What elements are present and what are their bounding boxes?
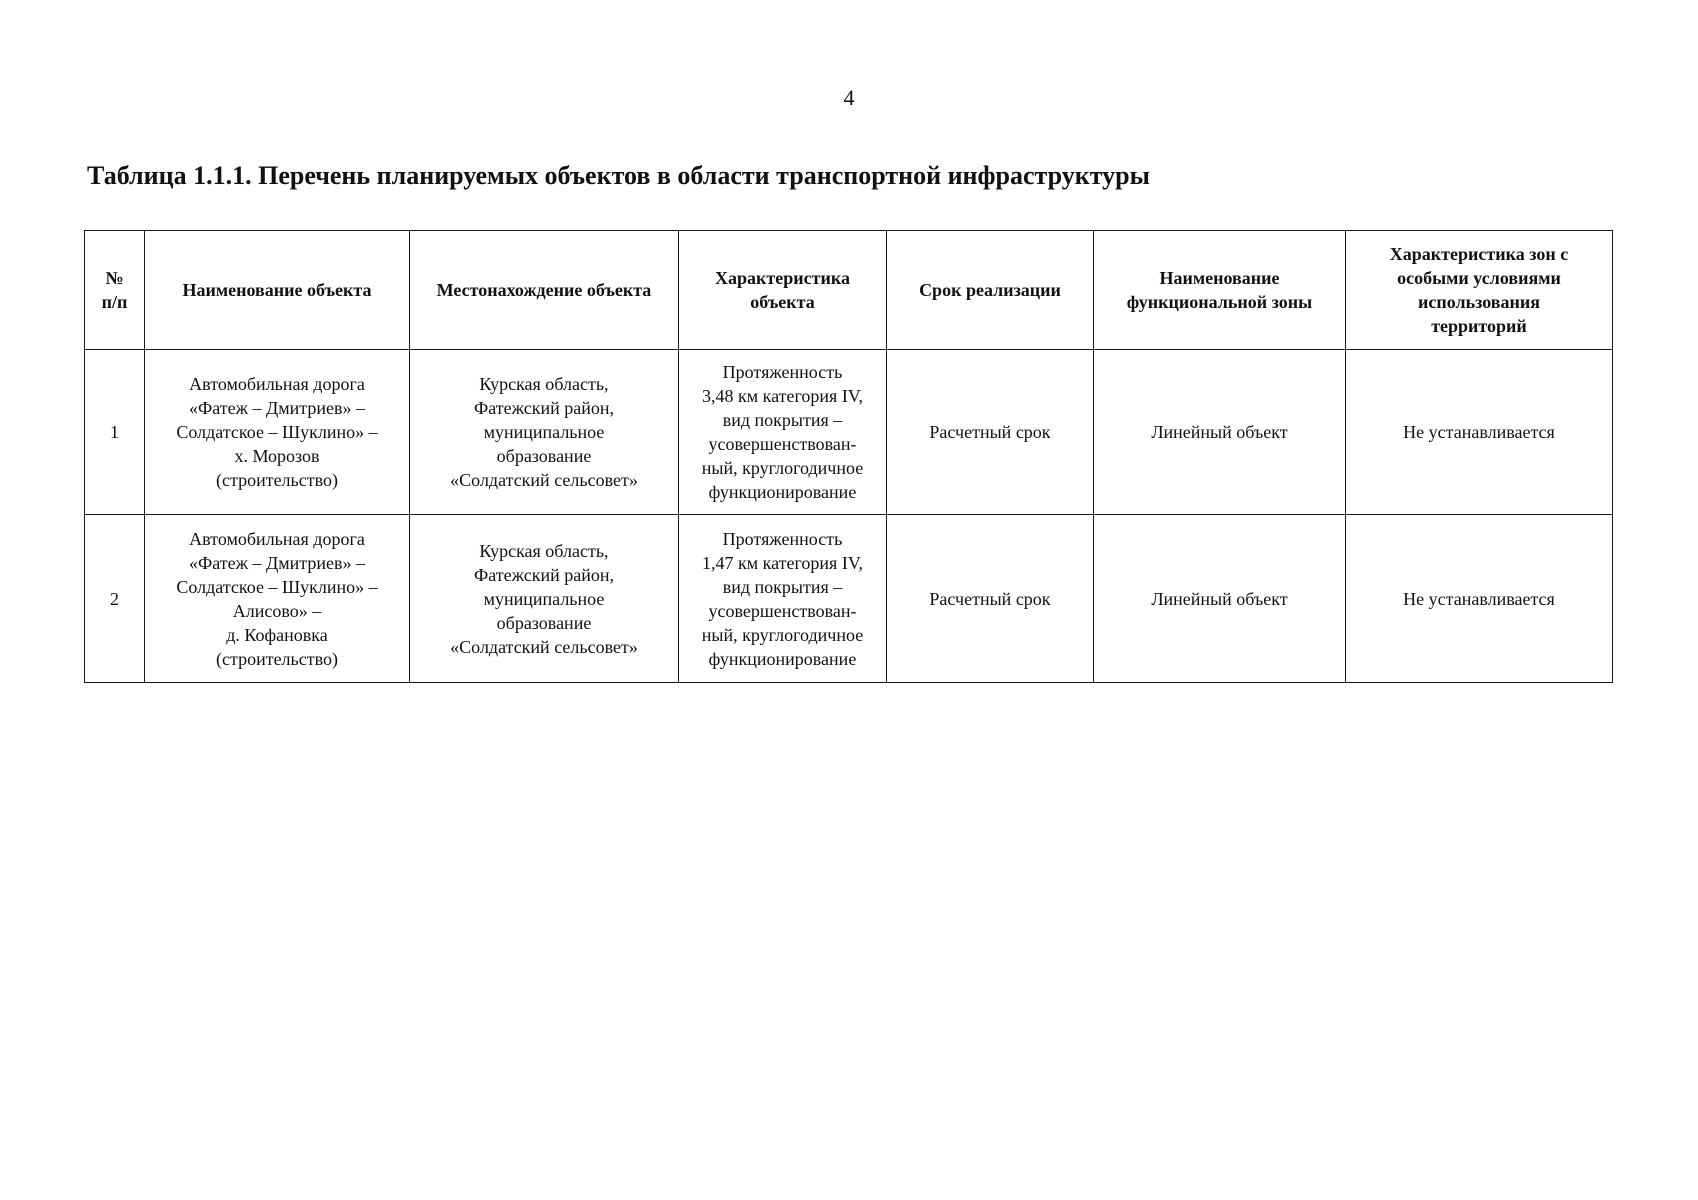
header-number: № п/п [85, 231, 145, 350]
table-title: Таблица 1.1.1. Перечень планируемых объектов в области транспортной инфраструктуры [87, 161, 1150, 190]
header-object-name: Наименование объекта [145, 231, 410, 350]
cell-functional-zone: Линейный объект [1094, 515, 1346, 683]
header-special-zones: Характеристика зон с особыми условиями использования территорий [1346, 231, 1613, 350]
cell-special-zones: Не устанавливается [1346, 350, 1613, 515]
cell-special-zones: Не устанавливается [1346, 515, 1613, 683]
cell-number: 2 [85, 515, 145, 683]
cell-object-location: Курская область, Фатежский район, муниципальное образование «Солдатский сельсовет» [410, 515, 679, 683]
cell-implementation-period: Расчетный срок [887, 515, 1094, 683]
table-row [85, 350, 1613, 515]
header-functional-zone: Наименование функциональной зоны [1094, 231, 1346, 350]
cell-number: 1 [85, 350, 145, 515]
cell-functional-zone: Линейный объект [1094, 350, 1346, 515]
header-object-characteristics: Характеристика объекта [679, 231, 887, 350]
table-row [85, 515, 1613, 683]
cell-object-characteristics: Протяженность 3,48 км категория IV, вид покрытия – усовершенствован- ный, круглогодичное функционирование [679, 350, 887, 515]
cell-implementation-period: Расчетный срок [887, 350, 1094, 515]
cell-object-name: Автомобильная дорога «Фатеж – Дмитриев» – Солдатское – Шуклино» – Алисово» – д. Кофановка (строительство) [145, 515, 410, 683]
cell-object-characteristics: Протяженность 1,47 км категория IV, вид покрытия – усовершенствован- ный, круглогодичное функционирование [679, 515, 887, 683]
page-number: 4 [843, 85, 855, 110]
cell-object-location: Курская область, Фатежский район, муниципальное образование «Солдатский сельсовет» [410, 350, 679, 515]
table-header-row [85, 231, 1613, 350]
header-object-location: Местонахождение объекта [410, 231, 679, 350]
cell-object-name: Автомобильная дорога «Фатеж – Дмитриев» – Солдатское – Шуклино» – х. Морозов (строительство) [145, 350, 410, 515]
planned-objects-table [84, 230, 1613, 683]
header-implementation-period: Срок реализации [887, 231, 1094, 350]
